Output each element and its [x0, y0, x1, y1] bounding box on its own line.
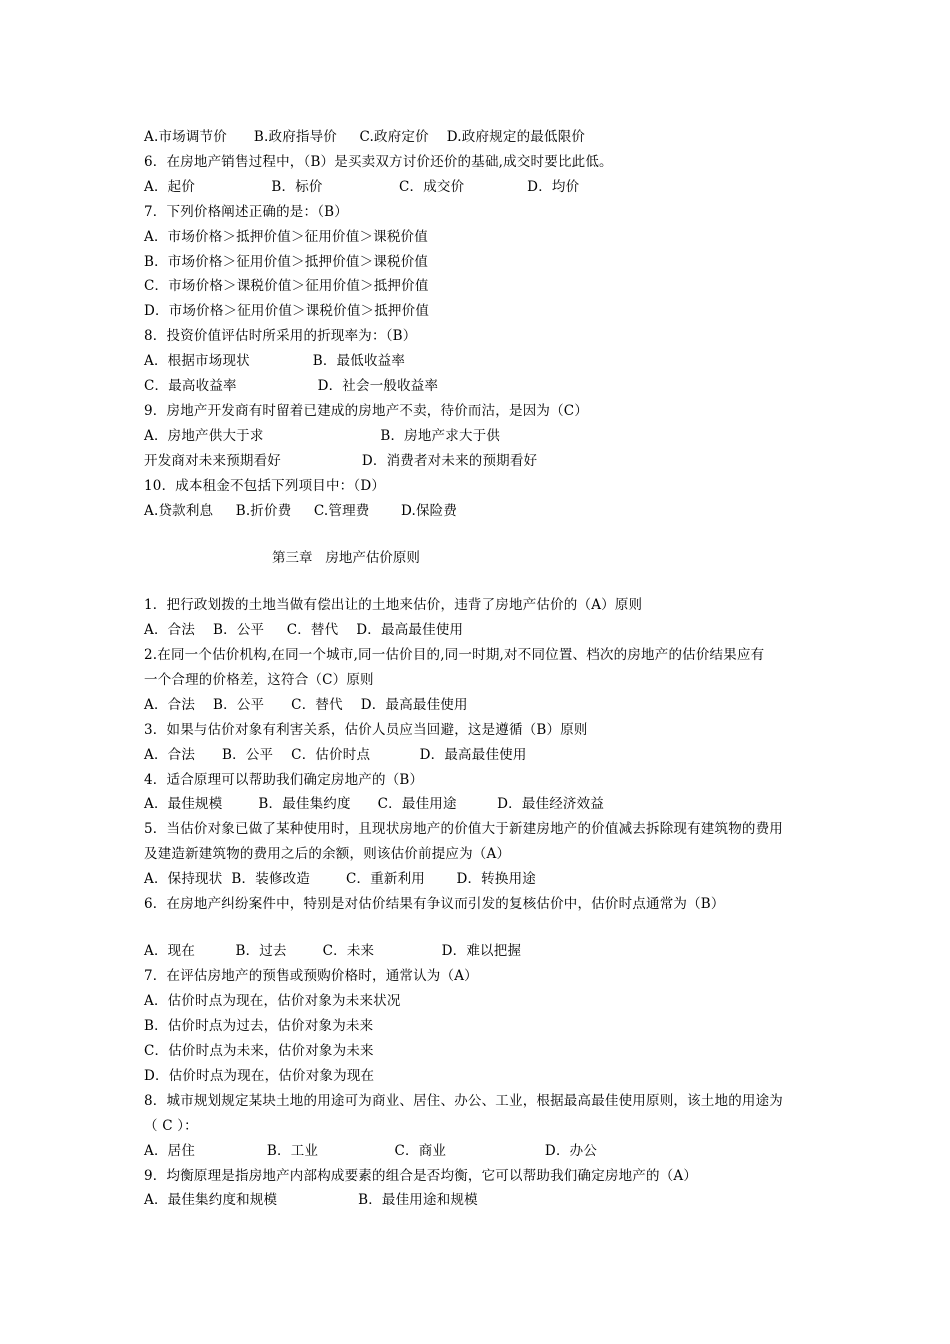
question-line: 7．在评估房地产的预售或预购价格时，通常认为（A）: [144, 968, 478, 984]
option-line: A．现在 B．过去 C．未来 D．难以把握: [144, 943, 522, 959]
question-line: 5．当估价对象已做了某种使用时，且现状房地产的价值大于新建房地产的价值减去拆除现有建筑物的费用: [144, 821, 783, 837]
option-line: A．估价时点为现在，估价对象为未来状况: [144, 993, 401, 1009]
question-line: 10．成本租金不包括下列项目中：（D）: [144, 478, 386, 494]
question-line: 及建造新建筑物的费用之后的余额，则该估价前提应为（A）: [144, 846, 511, 862]
question-line: 7．下列价格阐述正确的是：（B）: [144, 204, 348, 220]
option-line: D．估价时点为现在，估价对象为现在: [144, 1068, 375, 1084]
question-line: 6．在房地产纠纷案件中，特别是对估价结果有争议而引发的复核估价中，估价时点通常为（B）: [144, 896, 725, 912]
chapter-title: 第三章 房地产估价原则: [272, 550, 420, 566]
option-line: A.贷款利息 B.折价费 C.管理费 D.保险费: [144, 503, 458, 519]
option-line: A．保持现状 B．装修改造 C．重新利用 D．转换用途: [144, 871, 536, 887]
question-line: 9．均衡原理是指房地产内部构成要素的组合是否均衡，它可以帮助我们确定房地产的（A）: [144, 1168, 698, 1184]
option-line: A．合法 B．公平 C．替代 D．最高最佳使用: [144, 622, 464, 638]
option-line: D．市场价格＞征用价值＞课税价值＞抵押价值: [144, 303, 430, 319]
question-line: 9．房地产开发商有时留着已建成的房地产不卖，待价而沽，是因为（C）: [144, 403, 589, 419]
option-line: A．合法 B．公平 C．替代 D．最高最佳使用: [144, 697, 468, 713]
question-line: 2.在同一个估价机构,在同一个城市,同一估价目的,同一时期,对不同位置、档次的房地产的估价结果应有: [144, 647, 765, 663]
option-line: A．根据市场现状 B．最低收益率: [144, 353, 406, 369]
option-line: 开发商对未来预期看好 D．消费者对未来的预期看好: [144, 453, 538, 469]
question-line: 一个合理的价格差，这符合（C）原则: [144, 672, 374, 688]
question-line: 8．投资价值评估时所采用的折现率为：（B）: [144, 328, 417, 344]
question-line: （ C ）：: [144, 1118, 198, 1134]
question-line: 1．把行政划拨的土地当做有偿出让的土地来估价，违背了房地产估价的（A）原则: [144, 597, 643, 613]
option-line: A．合法 B．公平 C．估价时点 D．最高最佳使用: [144, 747, 527, 763]
option-line: B．市场价格＞征用价值＞抵押价值＞课税价值: [144, 254, 429, 270]
option-line: B．估价时点为过去，估价对象为未来: [144, 1018, 374, 1034]
option-line: A．最佳集约度和规模 B．最佳用途和规模: [144, 1192, 478, 1208]
option-line: A．市场价格＞抵押价值＞征用价值＞课税价值: [144, 229, 428, 245]
option-line: A．起价 B．标价 C．成交价 D．均价: [144, 179, 580, 195]
question-line: 4．适合原理可以帮助我们确定房地产的（B）: [144, 772, 424, 788]
question-line: 8．城市规划规定某块土地的用途可为商业、居住、办公、工业，根据最高最佳使用原则，该土地的用途为: [144, 1093, 783, 1109]
option-line: A．最佳规模 B．最佳集约度 C．最佳用途 D．最佳经济效益: [144, 796, 605, 812]
option-line: C．市场价格＞课税价值＞征用价值＞抵押价值: [144, 278, 429, 294]
option-line: A．居住 B．工业 C．商业 D．办公: [144, 1143, 598, 1159]
option-line: C．最高收益率 D．社会一般收益率: [144, 378, 439, 394]
option-line: A.市场调节价 B.政府指导价 C.政府定价 D.政府规定的最低限价: [144, 129, 586, 145]
question-line: 6．在房地产销售过程中，（B）是买卖双方讨价还价的基础,成交时要比此低。: [144, 154, 613, 170]
question-line: 3．如果与估价对象有利害关系，估价人员应当回避，这是遵循（B）原则: [144, 722, 588, 738]
option-line: A．房地产供大于求 B．房地产求大于供: [144, 428, 501, 444]
option-line: C．估价时点为未来，估价对象为未来: [144, 1043, 374, 1059]
